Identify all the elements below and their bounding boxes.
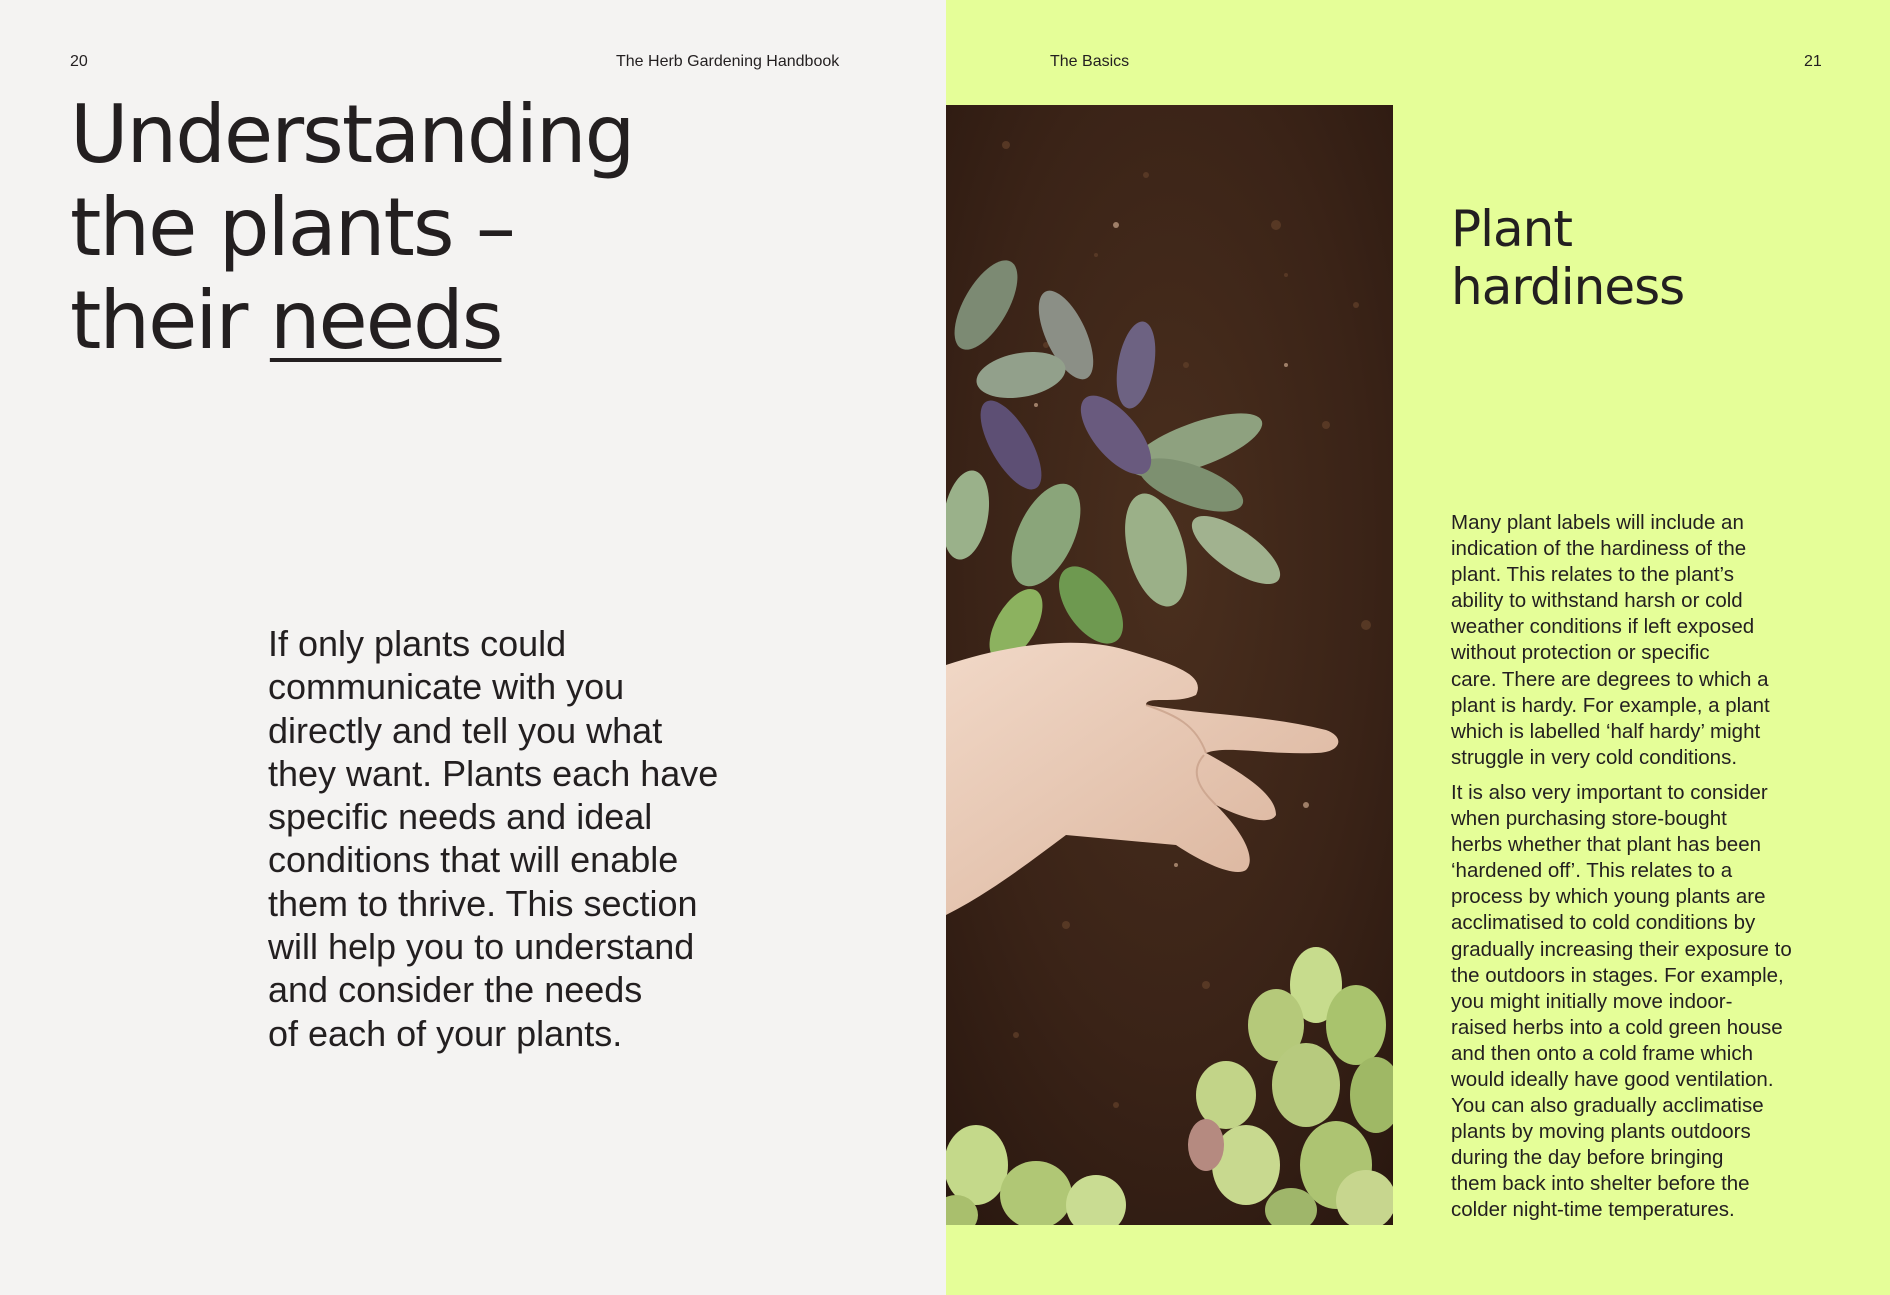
- lead-line: them to thrive. This section: [268, 882, 698, 924]
- body-line: which is labelled ‘half hardy’ might: [1451, 719, 1761, 743]
- running-header-right: The Basics: [1050, 53, 1130, 70]
- body-line: plant is hardy. For example, a plant: [1451, 693, 1770, 717]
- lead-line: and consider the needs: [268, 969, 643, 1011]
- lead-line: they want. Plants each have: [268, 752, 719, 794]
- body-line: you might initially move indoor-: [1451, 989, 1733, 1013]
- body-line: ‘hardened off’. This relates to a: [1451, 859, 1733, 883]
- title-line: Understanding: [70, 88, 634, 181]
- body-line: herbs whether that plant has been: [1451, 833, 1761, 857]
- title-line: the plants –: [70, 181, 514, 274]
- body-line: process by which young plants are: [1451, 885, 1766, 909]
- lead-line: specific needs and ideal: [268, 796, 653, 838]
- body-line: during the day before bringing: [1451, 1146, 1724, 1170]
- section-title-line: hardiness: [1451, 258, 1685, 316]
- body-line: plant. This relates to the plant’s: [1451, 563, 1734, 587]
- title-line-prefix: their: [70, 274, 270, 367]
- garden-photo: [946, 105, 1393, 1225]
- body-line: and then onto a cold frame which: [1451, 1041, 1753, 1065]
- body-text: [1451, 510, 1851, 1233]
- paragraph: [1451, 510, 1851, 771]
- page-number-right: 21: [1804, 53, 1822, 70]
- lead-line: directly and tell you what: [268, 709, 663, 751]
- running-header-left: The Herb Gardening Handbook: [616, 53, 840, 70]
- lead-line: conditions that will enable: [268, 839, 679, 881]
- lead-line: of each of your plants.: [268, 1012, 623, 1054]
- body-line: colder night-time temperatures.: [1451, 1198, 1735, 1222]
- lead-line: If only plants could: [268, 623, 567, 664]
- body-line: without protection or specific: [1451, 641, 1710, 665]
- lead-paragraph: [268, 622, 768, 1055]
- page-number-left: 20: [70, 53, 88, 70]
- garden-photo-illustration: [946, 105, 1393, 1225]
- body-line: would ideally have good ventilation.: [1451, 1067, 1774, 1091]
- paragraph: [1451, 780, 1851, 1224]
- title-line: [70, 274, 633, 367]
- body-line: Many plant labels will include an: [1451, 511, 1744, 534]
- body-line: struggle in very cold conditions.: [1451, 745, 1738, 769]
- lead-line: will help you to understand: [268, 926, 695, 968]
- body-line: plants by moving plants outdoors: [1451, 1120, 1751, 1144]
- body-line: when purchasing store-bought: [1451, 807, 1727, 831]
- section-title: [1451, 200, 1684, 316]
- body-line: You can also gradually acclimatise: [1451, 1094, 1764, 1118]
- body-line: gradually increasing their exposure to: [1451, 937, 1792, 961]
- body-line: indication of the hardiness of the: [1451, 537, 1747, 561]
- body-line: raised herbs into a cold green house: [1451, 1015, 1783, 1039]
- body-line: the outdoors in stages. For example,: [1451, 963, 1784, 987]
- title-underlined-word: needs: [269, 274, 502, 367]
- body-line: acclimatised to cold conditions by: [1451, 911, 1756, 935]
- body-line: ability to withstand harsh or cold: [1451, 589, 1743, 613]
- page-title: [70, 88, 633, 367]
- body-line: It is also very important to consider: [1451, 780, 1768, 804]
- body-line: care. There are degrees to which a: [1451, 667, 1769, 691]
- body-line: them back into shelter before the: [1451, 1172, 1750, 1196]
- section-title-line: Plant: [1451, 200, 1572, 258]
- body-line: weather conditions if left exposed: [1451, 615, 1755, 639]
- lead-line: communicate with you: [268, 666, 625, 708]
